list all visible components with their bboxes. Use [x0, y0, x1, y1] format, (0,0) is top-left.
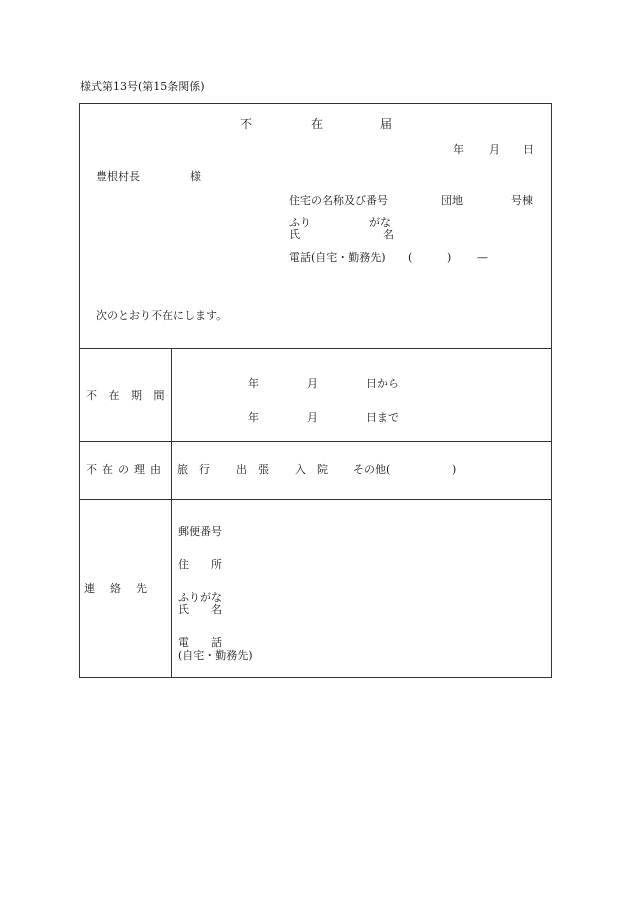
reason-option-business-trip: 出 張: [236, 463, 269, 476]
contact-label: 連 絡 先: [84, 582, 149, 595]
divider-contact: [79, 499, 552, 500]
applicant-furigana-2: がな: [369, 216, 391, 229]
phone-paren-close: ): [447, 251, 452, 264]
phone-dash: —: [477, 251, 488, 264]
reason-option-hospital: 入 院: [295, 463, 328, 476]
period-to-month: 月: [307, 411, 318, 424]
housing-complex: 団地: [441, 194, 463, 207]
contact-postal-label: 郵便番号: [178, 525, 222, 538]
phone-paren-open: (: [408, 251, 413, 264]
addressee-name: 豊根村長: [96, 170, 140, 183]
contact-phone-sub-label: (自宅・勤務先): [178, 649, 253, 662]
period-to-year: 年: [248, 411, 259, 424]
applicant-name-1: 氏: [289, 228, 300, 241]
housing-label: 住宅の名称及び番号: [289, 194, 388, 207]
reason-label: 不在の理由: [86, 463, 166, 476]
contact-phone-label: 電 話: [178, 636, 222, 649]
title-char-1: 不: [240, 117, 253, 131]
period-from-year: 年: [248, 377, 259, 390]
date-month: 月: [489, 143, 500, 156]
period-from-month: 月: [307, 377, 318, 390]
applicant-name-2: 名: [383, 228, 394, 241]
period-to-day: 日まで: [366, 411, 399, 424]
reason-option-travel: 旅 行: [177, 463, 210, 476]
contact-furigana-label: ふりがな: [178, 591, 222, 604]
divider-reason: [79, 441, 552, 442]
addressee-honorific: 様: [190, 170, 201, 183]
form-id: 様式第13号(第15条関係): [80, 80, 205, 93]
date-day: 日: [523, 143, 534, 156]
applicant-furigana-1: ふり: [289, 216, 311, 229]
period-label: 不 在 期 間: [86, 389, 165, 402]
statement: 次のとおり不在にします。: [96, 309, 228, 322]
contact-address-label: 住 所: [178, 558, 222, 571]
reason-close-paren: ): [452, 463, 457, 476]
reason-option-other: その他(: [353, 463, 391, 476]
housing-building: 号棟: [511, 194, 533, 207]
date-year: 年: [453, 143, 464, 156]
label-column-divider: [171, 348, 172, 678]
divider-period: [79, 348, 552, 349]
title-char-3: 届: [380, 117, 393, 131]
period-from-day: 日から: [366, 377, 399, 390]
applicant-phone-label: 電話(自宅・勤務先): [289, 251, 386, 264]
title-char-2: 在: [311, 117, 324, 131]
contact-name-label: 氏 名: [178, 603, 222, 616]
